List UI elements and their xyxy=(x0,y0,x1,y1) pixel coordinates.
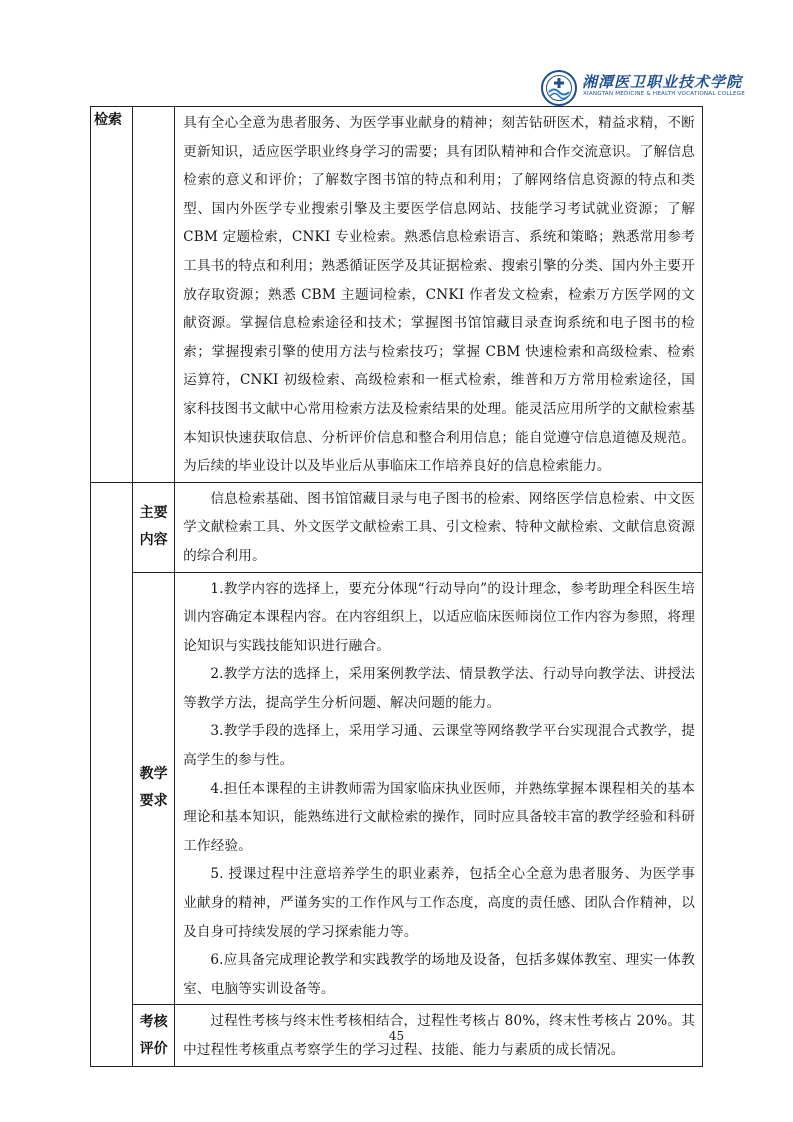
paragraph: 1.教学内容的选择上，要充分体现“行动导向”的设计理念，参考助理全科医生培训内容确定本课程内容。在内容组织上，以适应临床医师岗位工作内容为参照，将理论知识与实践技能知识进行融合。 xyxy=(183,580,695,654)
paragraph: 4.担任本课程的主讲教师需为国家临床执业医师，并熟练掌握本课程相关的基本理论和基本知识，能熟练进行文献检索的操作，同时应具备较丰富的教学经验和科研工作经验。 xyxy=(183,780,695,854)
paragraph: 3.教学手段的选择上，采用学习通、云课堂等网络教学平台实现混合式教学，提高学生的参与性。 xyxy=(183,723,695,769)
label-line-2: 评价 xyxy=(139,1040,168,1057)
table-row xyxy=(91,107,703,483)
school-name-en: XIANGTAN MEDICINE & HEALTH VOCATIONAL COLLEGE xyxy=(583,91,745,97)
paragraph: 信息检索基础、图书馆馆藏目录与电子图书的检索、网络医学信息检索、中文医学文献检索工具、外文医学文献检索工具、引文检索、特种文献检索、文献信息资源的综合利用。 xyxy=(183,490,695,564)
table-row xyxy=(91,572,703,1005)
label-line-1: 考核 xyxy=(139,1013,168,1030)
row-label xyxy=(91,482,133,572)
row-content xyxy=(175,572,703,1005)
page-header xyxy=(0,0,793,112)
page-number: 45 xyxy=(388,1029,405,1043)
label-line-1: 主要 xyxy=(139,505,168,522)
course-table xyxy=(90,106,703,1067)
row-label xyxy=(91,572,133,1005)
row-sublabel xyxy=(133,482,175,572)
paragraph: 6.应具备完成理论教学和实践教学的场地及设备，包括多媒体教室、理实一体教室、电脑等实训设备等。 xyxy=(183,952,695,997)
label-line-2: 内容 xyxy=(139,532,168,549)
label-line-2: 要求 xyxy=(139,793,168,810)
paragraph: 2.教学方法的选择上，采用案例教学法、情景教学法、行动导向教学法、讲授法等教学方法，提高学生分析问题、解决问题的能力。 xyxy=(183,666,695,711)
content-text xyxy=(175,107,702,482)
table-row xyxy=(91,482,703,572)
school-name-cn: 湘潭医卫职业技术学院 xyxy=(582,73,743,91)
content-text xyxy=(175,483,702,572)
paragraph: 过程性考核与终末性考核相结合，过程性考核占 80%，终末性考核占 20%。其中过程性考核重点考察学生的学习过程、技能、能力与素质的成长情况。 xyxy=(183,1013,695,1058)
college-logo-icon xyxy=(541,70,577,106)
row-content xyxy=(175,482,703,572)
row-label xyxy=(91,107,133,483)
paragraph: 5. 授课过程中注意培养学生的职业素养，包括全心全意为患者服务、为医学事业献身的精神，严谨务实的工作作风与工作态度，高度的责任感、团队合作精神，以及自身可持续发展的学习探索能力等。 xyxy=(183,866,695,940)
paragraph: 具有全心全意为患者服务、为医学事业献身的精神；刻苦钻研医术，精益求精，不断更新知识，适应医学职业终身学习的需要；具有团队精神和合作交流意识。了解信息检索的意义和评价；了解数字图书馆的特点和利用；了解网络信息资源的特点和类型、国内外医学专业搜索引擎及主要医学信息网站、技能学习考试就业资源；了解 CBM 定题检索，CNKI 专业检索。熟悉信息检索语言、系统和策略；熟悉常用参考工具书的特点和利用；熟悉循证医学及其证据检索、搜索引擎的分类、国内外主要开放存取资源；熟悉 CBM 主题词检索，CNKI 作者发文检索，检索万方医学网的文献资源。掌握信息检索途径和技术；掌握图书馆馆藏目录查询系统和电子图书的检索；掌握搜索引擎的使用方法与检索技巧；掌握 CBM 快速检索和高级检索、检索运算符，CNKI 初级检索、高级检索和一框式检索，维普和万方常用检索途径，国家科技图书文献中心常用检索方法及检索结果的处理。能灵活应用所学的文献检索基本知识快速获取信息、分析评价信息和整合利用信息；能自觉遵守信息道德及规范。为后续的毕业设计以及毕业后从事临床工作培养良好的信息检索能力。 xyxy=(183,115,695,475)
label-text: 检索 xyxy=(94,112,122,128)
content-text xyxy=(175,573,702,1005)
row-sublabel xyxy=(133,107,175,483)
label-line-1: 教学 xyxy=(139,766,168,783)
row-content xyxy=(175,107,703,483)
row-sublabel xyxy=(133,572,175,1005)
